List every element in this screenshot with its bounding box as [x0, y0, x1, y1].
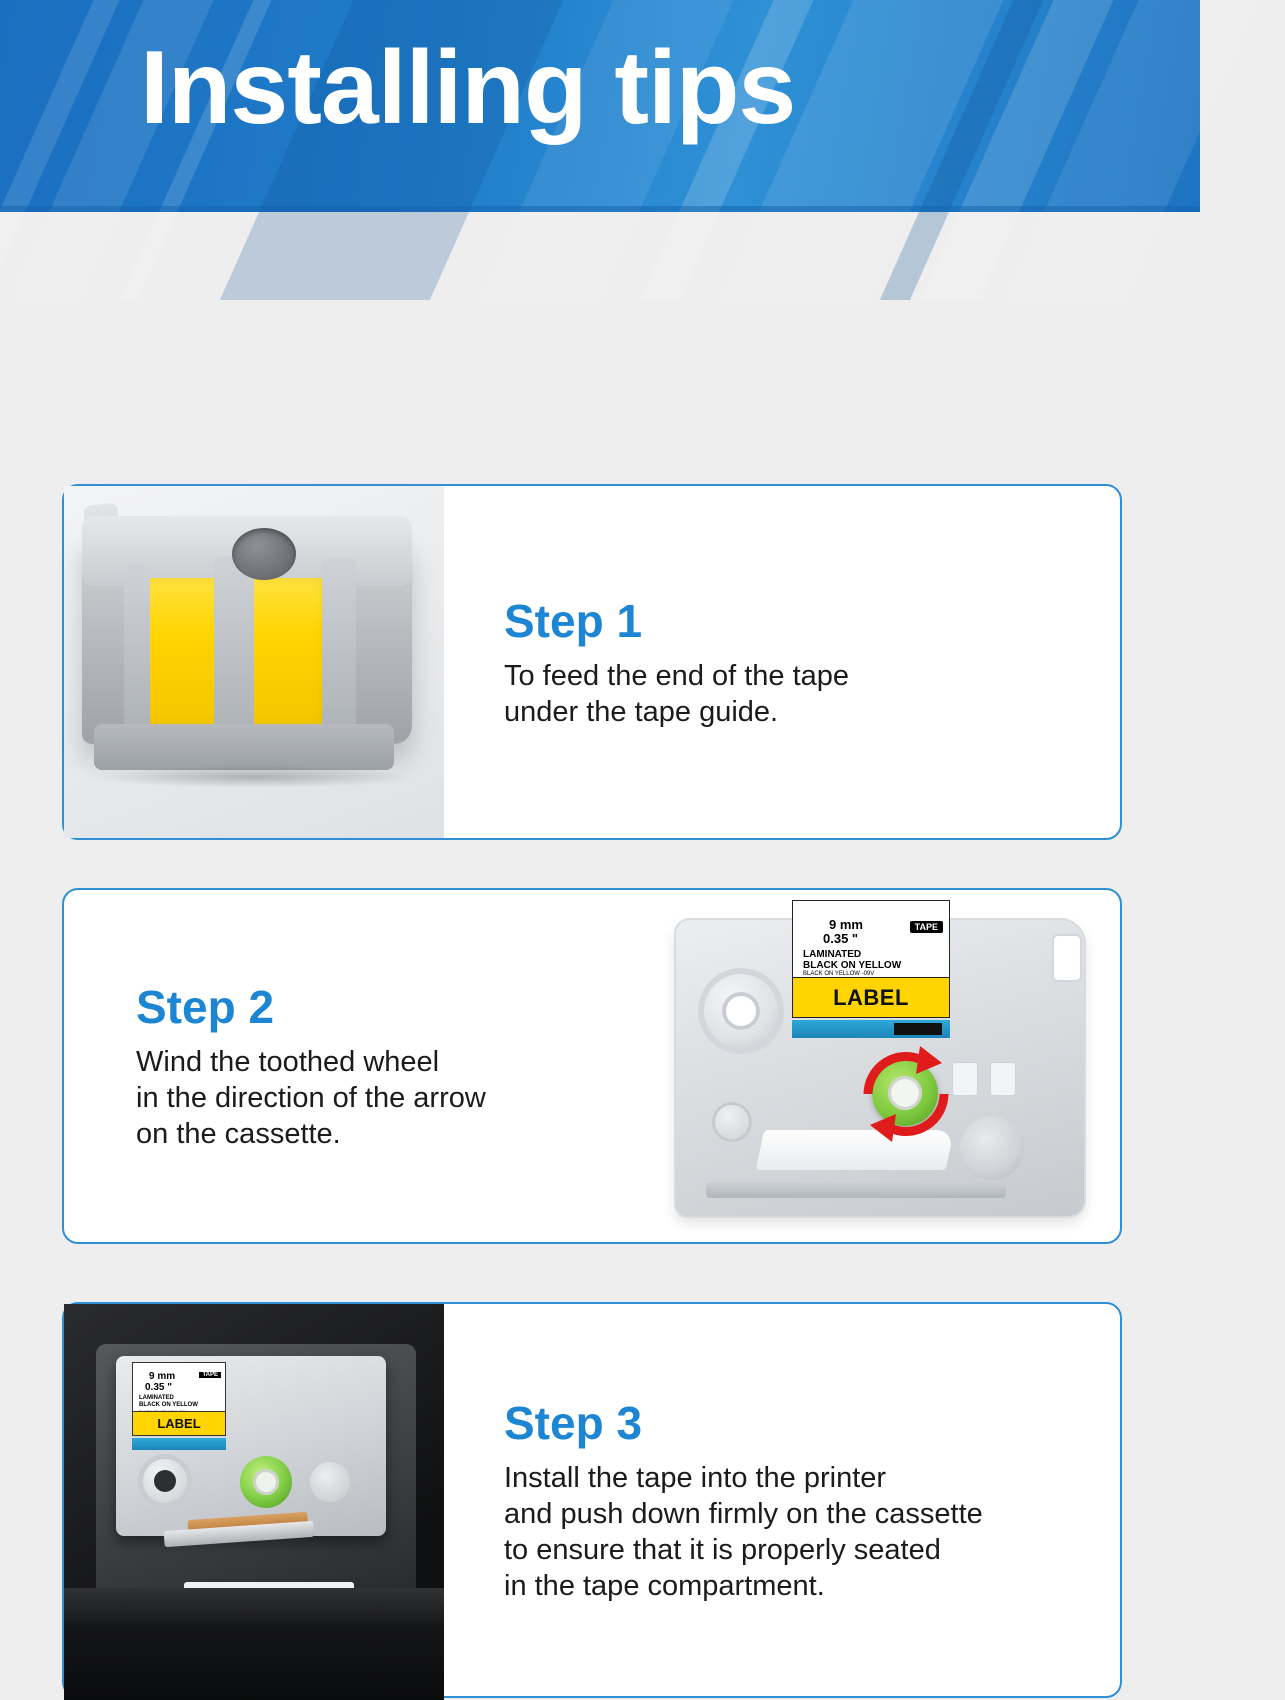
label-size-mm: 9 mm [829, 917, 863, 932]
step-3-line-2: and push down firmly on the cassette [504, 1497, 983, 1530]
step-2-title: Step 2 [136, 980, 275, 1033]
label-size-inch: 0.35 " [823, 931, 859, 946]
step-3-line-1: Install the tape into the printer [504, 1461, 887, 1494]
step-1-line-2: under the tape guide. [504, 696, 779, 728]
tape-guide-blue-strip [132, 1438, 226, 1450]
label-laminated: LAMINATED [803, 949, 862, 960]
cassette-spec-label [792, 900, 950, 1018]
printer-tape-compartment-photo [64, 1304, 444, 1696]
tape-cassette-yellow-spool-photo [64, 486, 444, 838]
step-2-text [64, 890, 660, 1242]
step-1-title: Step 1 [504, 594, 643, 647]
label-size-mm: 9 mm [149, 1371, 176, 1382]
step-3-text [444, 1304, 1120, 1696]
cassette-toothed-wheel-arrow-photo [660, 890, 1100, 1242]
tape-spool-ring [698, 968, 784, 1054]
step-3-line-4: in the tape compartment. [504, 1570, 825, 1603]
step-1-text [444, 486, 1120, 838]
green-toothed-wheel [240, 1456, 292, 1508]
step-card-2 [62, 888, 1122, 1244]
step-2-line-3: on the cassette. [136, 1118, 341, 1151]
step-2-line-2: in the direction of the arrow [136, 1081, 486, 1114]
step-2-body [136, 1044, 630, 1153]
spool-hub-hole [232, 528, 296, 580]
page-header [0, 0, 1200, 212]
page-title: Installing tips [140, 30, 796, 146]
label-brand-word: LABEL [157, 1416, 201, 1431]
label-tape-badge: TAPE [910, 921, 943, 933]
label-tiny-code: BLACK ON YELLOW -09V [803, 971, 875, 977]
step-1-line-1: To feed the end of the tape [504, 659, 850, 692]
step-card-1 [62, 484, 1122, 840]
tape-spool-ring [138, 1454, 192, 1508]
label-color-spec: BLACK ON YELLOW [139, 1402, 198, 1408]
label-tape-badge: TAPE [199, 1372, 221, 1378]
label-brand-word: LABEL [833, 984, 909, 1010]
label-laminated: LAMINATED [139, 1395, 174, 1401]
step-card-3 [62, 1302, 1122, 1698]
installed-cassette-label [132, 1362, 226, 1436]
step-1-body [504, 658, 1090, 731]
step-2-line-1: Wind the toothed wheel [136, 1045, 440, 1078]
step-3-title: Step 3 [504, 1396, 643, 1449]
label-color-spec: BLACK ON YELLOW [803, 960, 902, 971]
rotation-arrow-icon [848, 1036, 964, 1152]
label-size-inch: 0.35 " [145, 1382, 172, 1393]
step-3-body [504, 1460, 1090, 1605]
header-bottom-edge [0, 206, 1200, 212]
step-3-line-3: to ensure that it is properly seated [504, 1534, 941, 1566]
